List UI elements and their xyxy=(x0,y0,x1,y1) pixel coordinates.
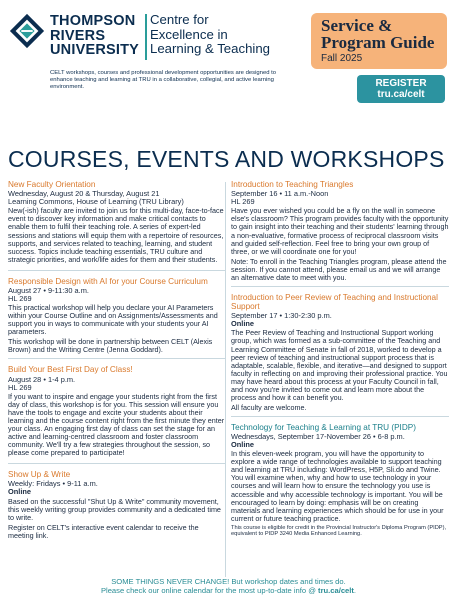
session-date: Weekly: Fridays • 9-11 a.m. xyxy=(8,479,98,489)
celt-name-line3: Learning & Teaching xyxy=(150,41,270,57)
session-title: Introduction to Peer Review of Teaching and Instructional Support xyxy=(231,292,438,312)
session-description: The Peer Review of Teaching and Instructional Support working group, which was formed as a sub-committee of the Teaching and Learning Committee of Senate in fall of 2018, worked to develop a peer review of teaching and instructional support process that is adaptable, scalable, flexible, and iterative—and designed to support faculty in reflecting on and improving their professional practice. You may have heard about this process at your Faculty Council in fall, and now you're invited to come out and learn more about the process and how it can benefit you. xyxy=(231,328,448,402)
session-title: Introduction to Teaching Triangles xyxy=(231,180,354,189)
header-divider xyxy=(145,14,147,60)
session-title: Responsible Design with AI for your Course Curriculum xyxy=(8,276,208,286)
footer-line2 xyxy=(0,586,457,595)
session-date: Wednesdays, September 17-November 26 • 6-8 p.m. xyxy=(231,432,405,442)
session-tech-teaching-pidp xyxy=(231,423,449,542)
guide-badge xyxy=(311,13,447,69)
register-label: REGISTER xyxy=(375,78,427,89)
university-name-line2: RIVERS xyxy=(50,27,106,44)
celt-name-line2: Excellence in xyxy=(150,26,228,42)
university-name-line3: UNIVERSITY xyxy=(50,42,140,58)
guide-term: Fall 2025 xyxy=(321,53,363,64)
session-date: September 17 • 1:30-2:30 p.m. xyxy=(231,311,332,321)
footer-line2-suffix: . xyxy=(353,586,357,595)
session-location: HL 269 xyxy=(8,294,32,304)
university-name-line1: THOMPSON xyxy=(50,13,136,29)
session-location: HL 269 xyxy=(8,382,32,392)
session-responsible-ai-design xyxy=(8,277,226,360)
footer xyxy=(0,577,457,595)
session-date: Wednesday, August 20 & Thursday, August 21 xyxy=(8,189,160,199)
session-teaching-triangles xyxy=(231,180,449,287)
register-url: tru.ca/celt xyxy=(377,89,425,100)
session-best-first-day xyxy=(8,365,226,464)
session-description: In this eleven-week program, you will have the opportunity to explore a wide range of technologies available to support teaching and learning at TRU including: WordPress, H5P, Sli.do and Twine. You will examine when, why and how to use technology in your courses and will learn how to ensure the technology you use is accessible and why accessible technology is important. You will be encouraged to learn by doing: emphasis will be on creating materials and learning experiences which should be for use in your current or future teaching practice. xyxy=(231,449,444,523)
session-note: Register on CELT's interactive event calendar to receive the meeting link. xyxy=(8,522,199,540)
session-description: Have you ever wished you could be a fly on the wall in someone else's classroom? This program provides faculty with the opportunity to gain insight into their teaching and their students' learning through a non-evaluative, formative process of reciprocal classroom visits and guided self-reflection. Feel free to bring your own group of three, or we will coordinate one for you! xyxy=(231,206,449,256)
session-description: Based on the successful "Shut Up & Write" community movement, this weekly writing group provides community and a dedicated time to write. xyxy=(8,496,221,522)
register-button[interactable] xyxy=(357,75,445,103)
session-note: All faculty are welcome. xyxy=(231,402,307,412)
session-show-up-and-write xyxy=(8,470,226,544)
footer-line1: SOME THINGS NEVER CHANGE! But workshop dates and times do. xyxy=(111,577,346,586)
right-column xyxy=(231,180,449,548)
footer-line2-prefix: Please check our online calendar for the most up-to-date info @ xyxy=(100,586,319,595)
celt-name xyxy=(150,13,290,57)
session-location: HL 269 xyxy=(231,197,255,207)
guide-title xyxy=(321,17,445,51)
session-title: Build Your Best First Day of Class! xyxy=(8,365,133,375)
session-note: Note: To enroll in the Teaching Triangles program, please attend the session. If you cannot attend, please email us and we will arrange an alternative date to meet with you. xyxy=(231,256,447,282)
session-location: Online xyxy=(231,319,254,329)
guide-title-line1: Service & xyxy=(321,16,393,35)
session-title: Show Up & Write xyxy=(8,470,71,480)
session-title: New Faculty Orientation xyxy=(8,180,96,189)
celt-description: CELT workshops, courses and professional development opportunities are designed to enhance teaching and learning at TRU in a collaborative, collegial, and active learning environment. xyxy=(50,70,277,90)
session-credit-note: This course is eligible for credit in the Provincial Instructor's Diploma Program (PIDP), equivalent to PIDP 3240 Media Enhanced Learning. xyxy=(231,524,447,538)
session-description: If you want to inspire and engage your students right from the first day of class, this workshop is for you. This session will ensure you have the tools to engage and excite your students about their learning and the course content right from the first minute they enter your class. An engaging first day of class can set the stage for an active and learning-centred classroom and foster classroom community. We'll try a few strategies throughout the session, so please come prepared to participate! xyxy=(8,391,225,458)
celt-name-line1: Centre for xyxy=(150,12,209,27)
session-date: August 28 • 1-4 p.m. xyxy=(8,374,76,384)
session-description: This practical workshop will help you declare your AI Parameters within your Course Outline and on Assignments/Assessments and support you in ways to communicate with your students your AI parameters. xyxy=(8,303,218,337)
session-title: Technology for Teaching & Learning at TRU (PIDP) xyxy=(231,422,416,432)
left-column xyxy=(8,180,226,550)
session-note: This workshop will be done in partnership between CELT (Alexis Brown) and the Writing Centre (Jenna Goddard). xyxy=(8,337,213,355)
header xyxy=(0,0,457,150)
university-name xyxy=(50,14,145,58)
session-date: September 16 • 11 a.m.-Noon xyxy=(231,189,329,199)
session-description: New(-ish) faculty are invited to join us for this multi-day, face-to-face event to discover key information and make critical contacts to enable them to fulfil their teaching role. A series of expert-led sessions and stations will equip them with a repertoire of resources, supports, and services related to teaching, learning, and student success. Topics include teaching essentials, TRU culture and strategic priorities, and work/life aides for them and their students. xyxy=(8,206,224,264)
session-location: Online xyxy=(8,487,31,497)
page-title: COURSES, EVENTS AND WORKSHOPS xyxy=(8,146,445,172)
guide-title-line2: Program Guide xyxy=(321,33,435,52)
session-new-faculty-orientation xyxy=(8,180,226,271)
session-location: Online xyxy=(231,440,254,450)
tru-logo-icon xyxy=(8,12,46,50)
footer-calendar-link[interactable]: tru.ca/celt xyxy=(318,586,354,595)
session-date: August 27 • 9-11:30 a.m. xyxy=(8,285,89,295)
session-peer-review xyxy=(231,293,449,417)
session-location: Learning Commons, House of Learning (TRU Library) xyxy=(8,197,184,207)
